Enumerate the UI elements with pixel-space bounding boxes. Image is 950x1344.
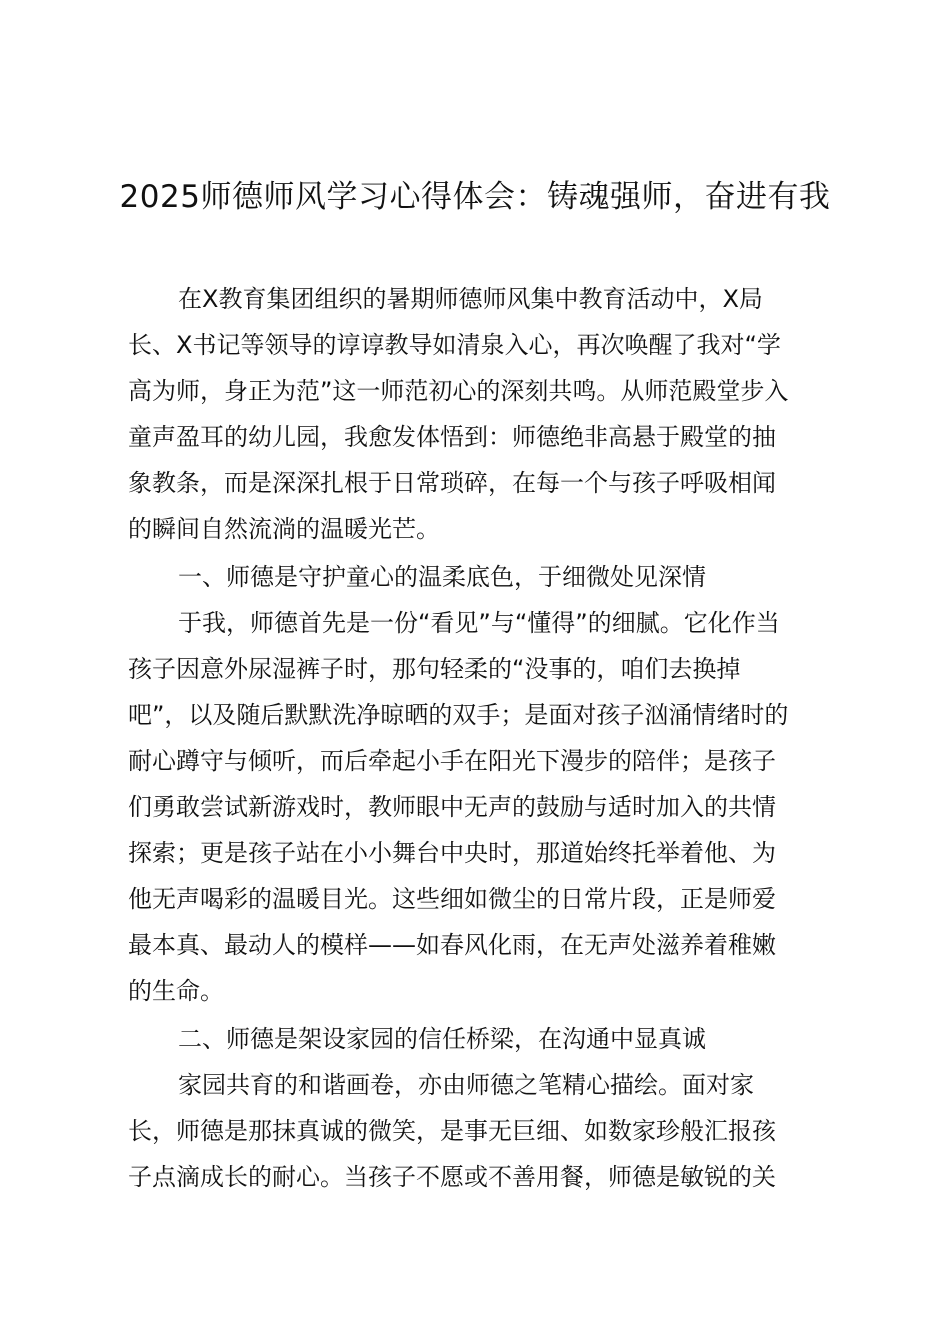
body-line: 他无声喝彩的温暖目光。这些细如微尘的日常片段，正是师爱: [128, 885, 776, 913]
body-line: 孩子因意外尿湿裤子时，那句轻柔的“没事的，咱们去换掉: [128, 655, 741, 683]
body-line: 子点滴成长的耐心。当孩子不愿或不善用餐，师德是敏锐的关: [128, 1163, 776, 1191]
section-heading: 一、师德是守护童心的温柔底色，于细微处见深情: [178, 563, 706, 591]
body-line: 在X教育集团组织的暑期师德师风集中教育活动中，X局: [178, 285, 763, 313]
body-line: 于我，师德首先是一份“看见”与“懂得”的细腻。它化作当: [178, 609, 780, 637]
body-line: 童声盈耳的幼儿园，我愈发体悟到：师德绝非高悬于殿堂的抽: [128, 423, 776, 451]
body-line: 的瞬间自然流淌的温暖光芒。: [128, 515, 440, 543]
section-heading: 二、师德是架设家园的信任桥梁，在沟通中显真诚: [178, 1025, 706, 1053]
body-line: 长、X书记等领导的谆谆教导如清泉入心，再次唤醒了我对“学: [128, 331, 781, 359]
body-line: 最本真、最动人的模样——如春风化雨，在无声处滋养着稚嫩: [128, 931, 776, 959]
body-line: 高为师，身正为范”这一师范初心的深刻共鸣。从师范殿堂步入: [128, 377, 789, 405]
document-title: 2025师德师风学习心得体会：铸魂强师，奋进有我: [119, 179, 831, 215]
body-line: 象教条，而是深深扎根于日常琐碎，在每一个与孩子呼吸相闻: [128, 469, 776, 497]
body-line: 探索；更是孩子站在小小舞台中央时，那道始终托举着他、为: [128, 839, 776, 867]
body-line: 们勇敢尝试新游戏时，教师眼中无声的鼓励与适时加入的共情: [128, 793, 776, 821]
body-line: 的生命。: [128, 977, 224, 1005]
body-line: 耐心蹲守与倾听，而后牵起小手在阳光下漫步的陪伴；是孩子: [128, 747, 776, 775]
body-line: 吧”，以及随后默默洗净晾晒的双手；是面对孩子汹涌情绪时的: [128, 701, 789, 729]
body-line: 长，师德是那抹真诚的微笑，是事无巨细、如数家珍般汇报孩: [128, 1117, 776, 1145]
body-line: 家园共育的和谐画卷，亦由师德之笔精心描绘。面对家: [178, 1071, 754, 1099]
